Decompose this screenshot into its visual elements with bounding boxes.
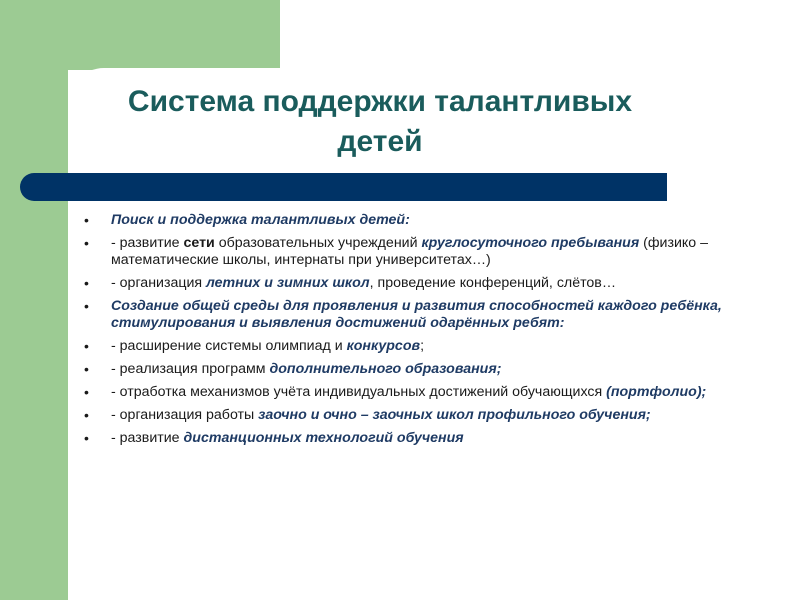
bullet-item [84,275,734,292]
slide-title-line-1: Система поддержки талантливых [127,85,633,118]
bullet-dot-icon: • [84,298,89,314]
bullet-dot-icon: • [84,407,89,423]
bullet-text-segment: (физико – математические школы, интернаты при университетах…) [111,235,708,268]
bullet-item [84,407,734,424]
bullet-text-segment: дистанционных технологий обучения [183,430,464,446]
bullet-text-segment: - развитие [111,235,184,251]
bullet-dot-icon: • [84,338,89,354]
slide-title [70,82,690,162]
bullet-text-segment: - реализация программ [111,361,270,377]
bullet-text-segment: - организация [111,275,207,291]
bullet-item [84,361,734,378]
bullet-text-segment: Создание общей среды для проявления и развития способностей каждого ребёнка, стимулирования и выявления достижений одарённых ребят: [111,298,722,331]
bullet-text-segment: - организация работы [111,407,259,423]
bullet-item [84,235,734,269]
bullet-text-segment: - отработка механизмов учёта индивидуальных достижений обучающихся [111,384,607,400]
bullet-text-segment: (портфолио); [606,384,707,400]
bullet-item [84,212,734,229]
bullet-dot-icon: • [84,384,89,400]
bullet-text-segment: летних и зимних школ [206,275,370,291]
bullet-text-segment: конкурсов [346,338,421,354]
bullet-text-segment: - расширение системы олимпиад и [111,338,347,354]
slide-title-line-2: детей [337,125,423,158]
bullet-dot-icon: • [84,275,89,291]
bullet-item [84,430,734,447]
bullet-text-segment: круглосуточного пребывания [421,235,640,251]
bullet-list [84,212,734,453]
bullet-text-segment: , проведение конференций, слётов… [369,275,617,291]
title-underline-bar [20,173,667,201]
bullet-text-segment: заочно и очно – заочных школ профильного обучения; [258,407,651,423]
bullet-text-segment: сети [183,235,215,251]
bullet-dot-icon: • [84,212,89,228]
bullet-dot-icon: • [84,430,89,446]
bullet-item [84,338,734,355]
bullet-dot-icon: • [84,361,89,377]
bullet-dot-icon: • [84,235,89,251]
bullet-text-segment: Поиск и поддержка талантливых детей: [111,212,410,228]
bullet-text-segment: ; [420,338,425,354]
bullet-text-segment: образовательных учреждений [214,235,422,251]
green-background-side [0,0,68,600]
bullet-text-segment: - развитие [111,430,184,446]
bullet-item [84,298,734,332]
bullet-item [84,384,734,401]
bullet-text-segment: дополнительного образования; [269,361,502,377]
